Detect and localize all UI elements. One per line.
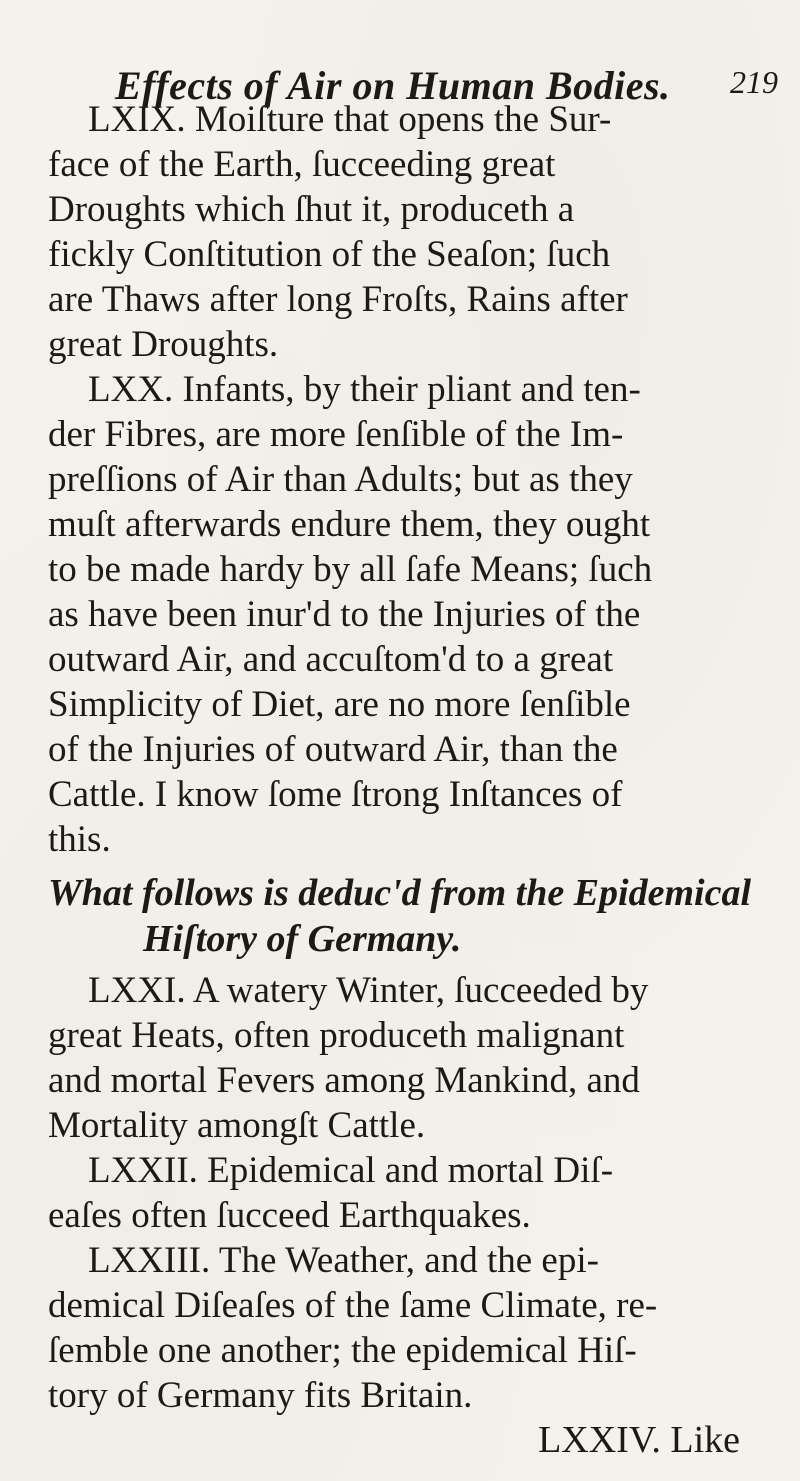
text-line: this. <box>48 819 111 860</box>
text-line: are Thaws after long Froſts, Rains after <box>48 279 628 320</box>
section-heading-line: What follows is deduc'd from the Epidemical <box>48 872 752 914</box>
section-heading <box>48 870 768 962</box>
text-line: tory of Germany fits Britain. <box>48 1375 473 1416</box>
text-line: eaſes often ſucceed Earthquakes. <box>48 1195 531 1236</box>
text-line: Cattle. I know ſome ſtrong Inſtances of <box>48 774 623 815</box>
text-line: great Heats, often produceth malignant <box>48 1015 625 1056</box>
text-line: preſſions of Air than Adults; but as they <box>48 459 633 500</box>
text-line: Mortality amongſt Cattle. <box>48 1105 426 1146</box>
text-line: LXXI. A watery Winter, ſucceeded by <box>88 970 649 1011</box>
text-line: great Droughts. <box>48 324 279 365</box>
page-number: 219 <box>730 64 778 100</box>
text-line: LXXIII. The Weather, and the epi- <box>88 1240 599 1281</box>
text-line: to be made hardy by all ſafe Means; ſuch <box>48 549 653 590</box>
text-line: as have been inur'd to the Injuries of the <box>48 594 641 635</box>
text-line: der Fibres, are more ſenſible of the Im- <box>48 414 624 455</box>
text-line: and mortal Fevers among Mankind, and <box>48 1060 640 1101</box>
section-heading-line: Hiſtory of Germany. <box>143 918 462 960</box>
text-line: LXIX. Moiſture that opens the Sur- <box>88 99 612 140</box>
catchword: LXXIV. Like <box>538 1419 740 1461</box>
text-block-top <box>48 97 768 862</box>
text-line: Droughts which ſhut it, produceth a <box>48 189 575 230</box>
text-line: ſemble one another; the epidemical Hiſ- <box>48 1330 637 1371</box>
text-block-bottom <box>48 968 768 1418</box>
text-line: outward Air, and accuſtom'd to a great <box>48 639 614 680</box>
text-line: fickly Conſtitution of the Seaſon; ſuch <box>48 234 611 275</box>
text-line: demical Diſeaſes of the ſame Climate, re- <box>48 1285 658 1326</box>
text-line: LXX. Infants, by their pliant and ten- <box>88 369 641 410</box>
text-line: muſt afterwards endure them, they ought <box>48 504 651 545</box>
text-line: face of the Earth, ſucceeding great <box>48 144 556 185</box>
running-header: Effects of Air on Human Bodies. <box>115 63 671 108</box>
text-line: LXXII. Epidemical and mortal Diſ- <box>88 1150 614 1191</box>
text-line: of the Injuries of outward Air, than the <box>48 729 618 770</box>
text-line: Simplicity of Diet, are no more ſenſible <box>48 684 631 725</box>
